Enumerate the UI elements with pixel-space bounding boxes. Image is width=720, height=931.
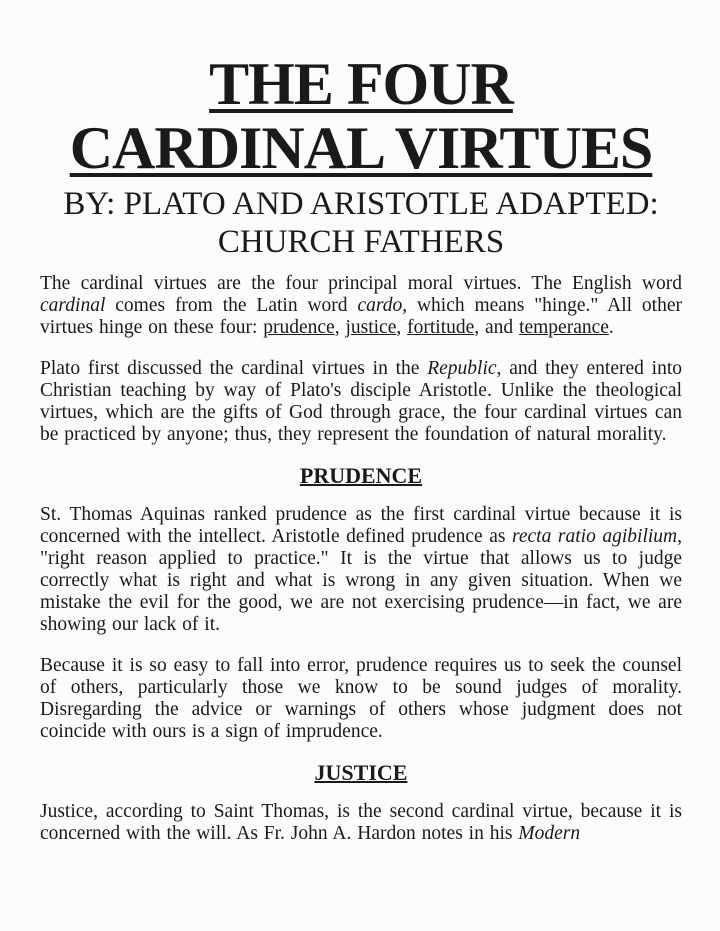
underlined-term-fortitude: fortitude (407, 316, 475, 338)
italic-republic: Republic (427, 357, 497, 379)
underlined-term-temperance: temperance (519, 316, 609, 338)
italic-recta-ratio-agibilium: recta ratio agibilium (512, 525, 678, 547)
section-heading-prudence: PRUDENCE (299, 462, 423, 488)
italic-cardo: cardo (357, 294, 403, 316)
paragraph-justice-1: Justice, according to Saint Thomas, is the second cardinal virtue, because it is concerned with the will. As Fr. John A. Hardon notes in his Modern (40, 800, 682, 844)
underlined-term-prudence: prudence (263, 316, 335, 338)
paragraph-prudence-1: St. Thomas Aquinas ranked prudence as the first cardinal virtue because it is concerned with the intellect. Aristotle defined prudence as recta ratio agibilium, "right reason applied to practice." It is the virtue that allows us to judge correctly what is right and what is wrong in any given situation. When we mistake the evil for the good, we are not exercising prudence—in fact, we are showing our lack of it. (40, 503, 682, 635)
subtitle-line-1: BY: PLATO AND ARISTOTLE ADAPTED: (63, 186, 659, 223)
underlined-term-justice: justice (345, 316, 397, 338)
document-subtitle (40, 186, 682, 261)
italic-cardinal: cardinal (40, 294, 106, 316)
paragraph-prudence-2: Because it is so easy to fall into error, prudence requires us to seek the counsel of others, particularly those we know to be sound judges of morality. Disregarding the advice or warnings of others whose judgment does not coincide with ours is a sign of imprudence. (40, 654, 682, 742)
paragraph-intro: The cardinal virtues are the four principal moral virtues. The English word cardinal comes from the Latin word cardo, which means "hinge." All other virtues hinge on these four: prudence, justice, fortitude, and temperance. (40, 272, 683, 338)
italic-modern: Modern (518, 822, 581, 844)
paragraph-history: Plato first discussed the cardinal virtues in the Republic, and they entered into Christian teaching by way of Plato's disciple Aristotle. Unlike the theological virtues, which are the gifts of God through grace, the four cardinal virtues can be practiced by anyone; thus, they represent the foundation of natural morality. (40, 357, 682, 445)
document-title: THE FOUR CARDINAL VIRTUES (69, 51, 653, 182)
subtitle-line-2: CHURCH FATHERS (217, 223, 505, 260)
section-heading-justice: JUSTICE (314, 759, 408, 785)
